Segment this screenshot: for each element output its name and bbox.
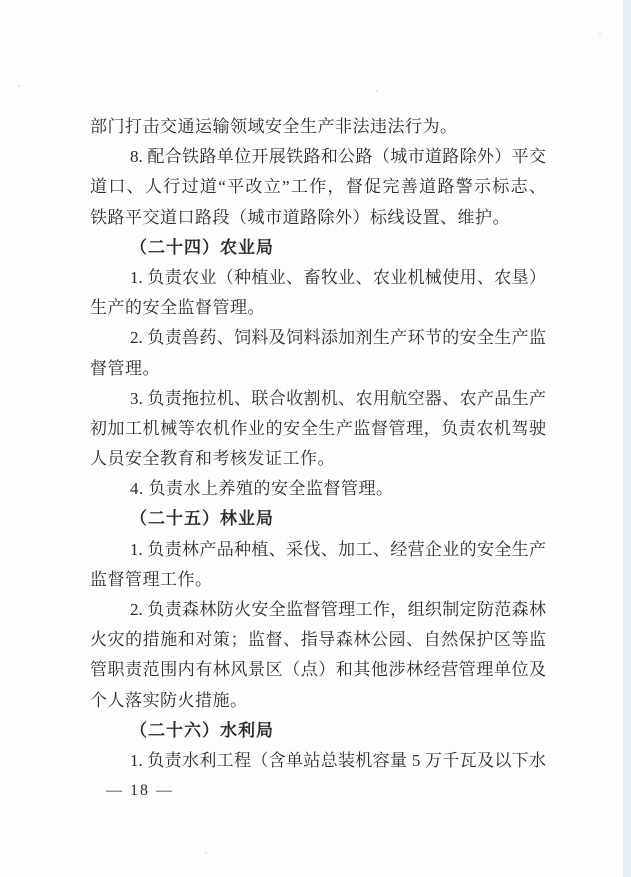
- text-line: 生产的安全监督管理。: [90, 298, 265, 318]
- section-heading: （二十四）农业局: [130, 237, 274, 257]
- document-body: [90, 112, 546, 776]
- text-line: 3. 负责拖拉机、联合收割机、农用航空器、农产品生产: [130, 388, 546, 408]
- text-line: 监督管理工作。: [90, 569, 213, 589]
- text-line: 人员安全教育和考核发证工作。: [90, 449, 335, 469]
- page-number: — 18 —: [106, 782, 174, 799]
- scan-edge-strip: [623, 0, 631, 877]
- text-line: 道口、人行过道“平改立”工作，督促完善道路警示标志、: [90, 177, 546, 197]
- section-heading: （二十五）林业局: [130, 509, 274, 529]
- text-line: 1. 负责农业（种植业、畜牧业、农业机械使用、农垦）: [130, 267, 546, 287]
- scan-speck: [18, 85, 20, 87]
- text-line: 管职责范围内有林风景区（点）和其他涉林经营管理单位及: [90, 660, 546, 680]
- section-heading: （二十六）水利局: [130, 720, 274, 740]
- text-line: 铁路平交道口路段（城市道路除外）标线设置、维护。: [90, 207, 510, 227]
- text-line: 1. 负责水利工程（含单站总装机容量 5 万千瓦及以下水: [130, 750, 546, 770]
- text-line: 部门打击交通运输领域安全生产非法违法行为。: [90, 117, 458, 136]
- text-line: 2. 负责森林防火安全监督管理工作，组织制定防范森林: [130, 600, 546, 619]
- text-line: 火灾的措施和对策；监督、指导森林公园、自然保护区等监: [90, 630, 546, 650]
- text-line: 个人落实防火措施。: [90, 690, 248, 710]
- text-line: 督管理。: [90, 358, 160, 378]
- text-line: 4. 负责水上养殖的安全监督管理。: [130, 479, 394, 499]
- text-line: 2. 负责兽药、饲料及饲料添加剂生产环节的安全生产监: [130, 328, 546, 348]
- text-line: 1. 负责林产品种植、采伐、加工、经营企业的安全生产: [130, 539, 546, 559]
- scan-speck: [599, 33, 601, 35]
- scan-speck: [376, 90, 378, 92]
- scan-speck: [205, 852, 207, 854]
- text-line: 8. 配合铁路单位开展铁路和公路（城市道路除外）平交: [130, 147, 546, 167]
- text-line: 初加工机械等农机作业的安全生产监督管理，负责农机驾驶: [90, 418, 546, 438]
